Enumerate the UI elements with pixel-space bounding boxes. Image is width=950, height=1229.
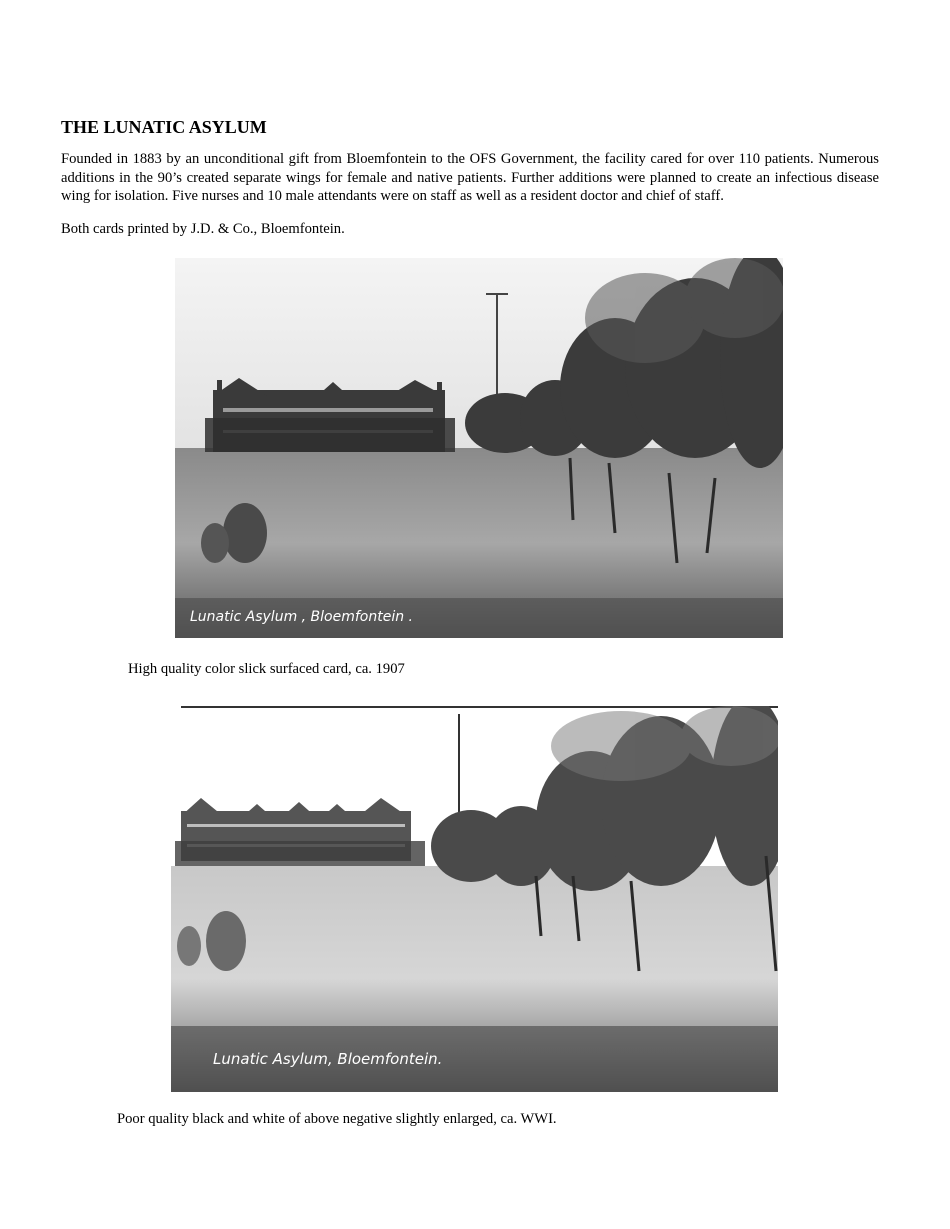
photo-caption-2: Poor quality black and white of above negative slightly enlarged, ca. WWI. xyxy=(117,1111,557,1127)
photo-caption-1: High quality color slick surfaced card, ca. 1907 xyxy=(128,661,405,677)
postcard-photo-1 xyxy=(175,258,783,638)
postcard-inscription-1: Lunatic Asylum , Bloemfontein . xyxy=(190,609,414,625)
history-paragraph: Founded in 1883 by an unconditional gift from Bloemfontein to the OFS Government, the facility cared for over 110 patients. Numerous additions in the 90’s created separate wings for female and native patients. Further additions were planned to create an infectious disease wing for isolation. Five nurses and 10 male attendants were on staff as well as a resident doctor and chief of staff. xyxy=(61,151,879,204)
postcard-inscription-2: Lunatic Asylum, Bloemfontein. xyxy=(213,1050,443,1068)
page-title: THE LUNATIC ASYLUM xyxy=(61,117,267,137)
asylum-photo-2-image xyxy=(171,706,778,1092)
postcard-photo-2 xyxy=(171,706,778,1092)
printer-credit: Both cards printed by J.D. & Co., Bloemfontein. xyxy=(61,221,345,237)
asylum-photo-1-image xyxy=(175,258,783,638)
